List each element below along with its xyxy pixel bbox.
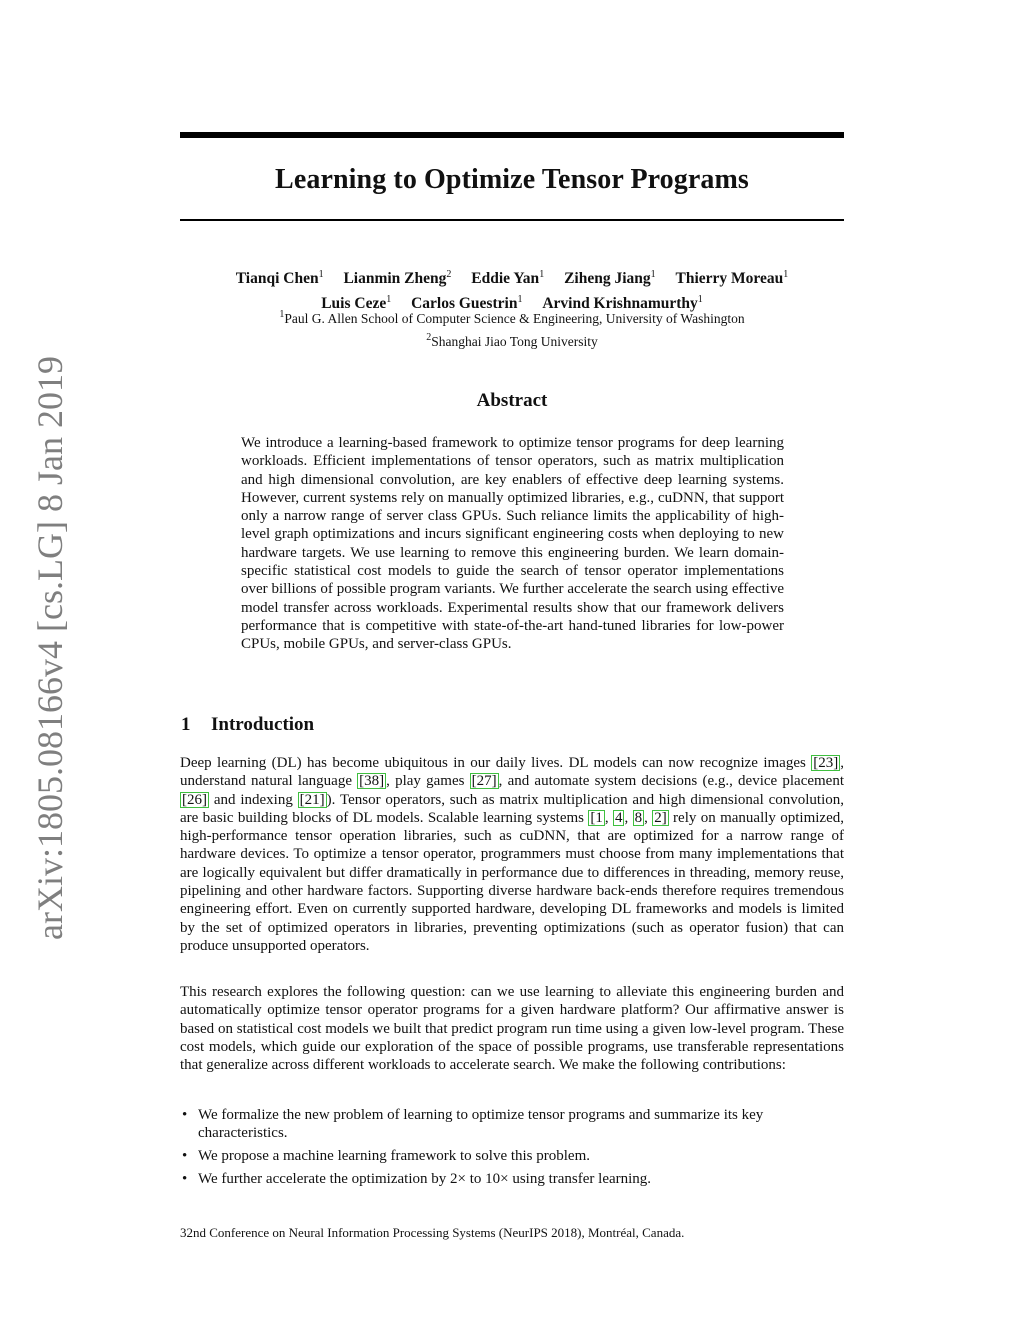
contributions-list <box>180 1106 844 1193</box>
citation-link[interactable]: [23] <box>813 755 839 771</box>
affiliation-2: $^2$Shanghai Jiao Tong University <box>426 332 598 349</box>
intro-paragraph-2: This research explores the following question: can we use learning to alleviate this engineering burden and automatically optimize tensor operator programs for a given hardware platform? Our affirmative answer is based on statistical cost models we built that predict program run time using a given low-level program. These cost models, which guide our exploration of the space of possible programs, use transferable representations that generalize across different workloads to accelerate search. We make the following contributions: <box>180 984 844 1074</box>
citation-link[interactable]: 4 <box>614 809 623 826</box>
list-item: • We further accelerate the optimization by 2× to 10× using transfer learning. <box>182 1170 652 1187</box>
citation-link[interactable]: 8 <box>634 809 643 826</box>
author: Luis Ceze$^1$ <box>321 294 392 312</box>
author: Eddie Yan$^1$ <box>471 269 545 287</box>
title-rule-bottom <box>180 219 844 221</box>
citation-link[interactable]: [1 <box>590 809 603 826</box>
section-heading-introduction <box>181 712 314 738</box>
citation-link[interactable]: 2] <box>654 809 667 826</box>
intro-paragraph-1: Deep learning (DL) has become ubiquitous in our daily lives. DL models can now recognize images [23] , understand natural language [38] , play games [27] , and automate system decisions (e.g., device placement [26] and indexing [21] ). Tensor operators, such as matrix multiplication and high dimensional convolution, are basic building blocks of DL models. Scalable learning systems [1 , 4 , 8 , 2] rely on manually optimized, high-performance tensor operation libraries, such as cuDNN, that are optimized for a narrow range of hardware devices. To optimize a tensor operator, programmers must choose from many implementations that are logically equivalent but differ dramatically in performance due to differences in threading, memory reuse, pipelining and other hardware factors. Supporting diverse hardware back-ends therefore requires tremendous engineering effort. Even on currently supported hardware, developing DL frameworks and models is limited by the set of optimized operators in libraries, preventing optimizations (such as operator fusion) that can produce unsupported operators. <box>180 755 844 954</box>
affiliation-1: $^1$Paul G. Allen School of Computer Science & Engineering, University of Washington <box>279 309 745 326</box>
title-rule-top <box>180 132 844 138</box>
author: Thierry Moreau$^1$ <box>675 269 789 287</box>
arxiv-side-stamp: arXiv:1805.08166v4 [cs.LG] 8 Jan 2019 <box>30 356 70 940</box>
bullet-icon: • <box>182 1170 188 1187</box>
list-item: • We formalize the new problem of learning to optimize tensor programs and summarize its key characteristics. <box>182 1107 764 1142</box>
abstract-text: We introduce a learning-based framework to optimize tensor programs for deep learning workloads. Efficient implementations of tensor operators, such as matrix multiplication and high dimensional convolution, are key enablers of effective deep learning systems. However, current systems rely on manually optimized libraries, e.g., cuDNN, that support only a narrow range of server class GPUs. Such reliance limits the applicability of high-level graph optimizations and incurs significant engineering costs when deploying to new hardware targets. We use learning to remove this engineering burden. We learn domain-specific statistical cost models to guide the search of tensor operator implementations over billions of possible program variants. We further accelerate the search using effective model transfer across workloads. Experimental results show that our framework delivers performance that is competitive with state-of-the-art hand-tuned libraries for low-power CPUs, mobile GPUs, and server-class GPUs. <box>241 435 784 653</box>
citation-link[interactable]: [38] <box>359 773 385 790</box>
citation-link[interactable]: [21] <box>299 791 325 808</box>
citation-link[interactable]: [26] <box>182 791 207 808</box>
abstract-heading: Abstract <box>476 390 548 411</box>
section-title: Introduction <box>211 714 315 735</box>
bullet-icon: • <box>182 1148 188 1165</box>
author: Ziheng Jiang$^1$ <box>564 269 656 287</box>
conference-footnote: 32nd Conference on Neural Information Processing Systems (NeurIPS 2018), Montréal, Canada. <box>180 1225 685 1240</box>
list-item: • We propose a machine learning framework to solve this problem. <box>182 1148 591 1165</box>
citation-link[interactable]: [27] <box>471 773 497 790</box>
author: Tianqi Chen$^1$ <box>235 269 324 287</box>
author: Carlos Guestrin$^1$ <box>411 294 523 312</box>
author: Arvind Krishnamurthy$^1$ <box>542 294 703 312</box>
author: Lianmin Zheng$^2$ <box>343 269 452 287</box>
author-line-1 <box>180 264 844 289</box>
bullet-icon: • <box>182 1107 188 1123</box>
paper-title: Learning to Optimize Tensor Programs <box>275 164 749 195</box>
section-number: 1 <box>181 714 191 735</box>
affiliations <box>180 305 844 351</box>
